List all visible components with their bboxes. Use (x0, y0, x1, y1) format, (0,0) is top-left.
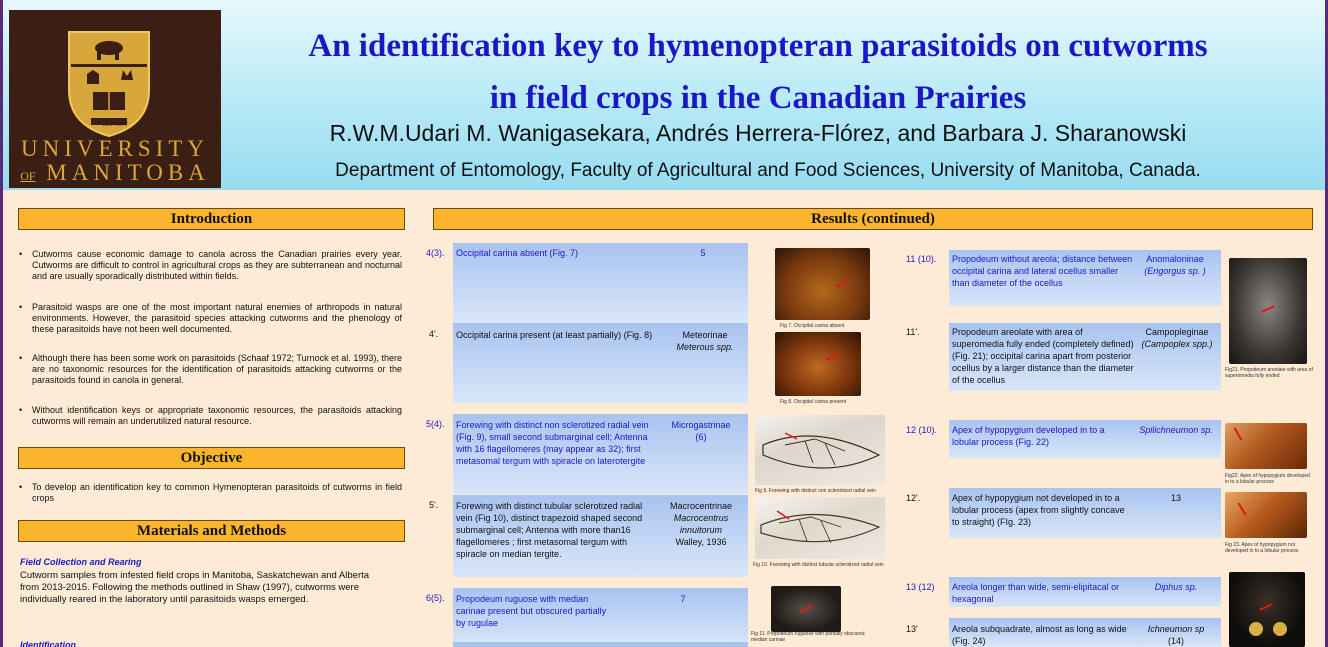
key-num-4-prime: 4'. (429, 329, 439, 339)
fig10-photo (755, 497, 885, 559)
key-taxon-5-prime-sub: Macrocentrinae (669, 501, 733, 511)
key-text-4-prime: Occipital carina present (at least partially) (Fig. 8) (456, 330, 653, 340)
fig24-spot (1273, 622, 1287, 636)
fig21-arrow-icon (1261, 305, 1275, 313)
fig8-photo (775, 332, 861, 396)
key-num-13-prime: 13' (906, 624, 918, 634)
crest-est-label: EST. 1877 (102, 122, 128, 128)
key-taxon-6-5: 7 (680, 594, 686, 604)
key-taxon-11-prime-sub: Campopleginae (1145, 327, 1209, 337)
materials-heading: Materials and Methods (18, 520, 405, 542)
key-num-4-3: 4(3). (426, 248, 445, 258)
key-taxon-5-4-next: (6) (695, 432, 707, 442)
key-num-11-10: 11 (10). (906, 254, 937, 264)
key-num-5-prime: 5'. (429, 500, 439, 510)
fig24-arrow-icon (1259, 603, 1273, 611)
key-text-4-3: Occipital carina absent (Fig. 7) (456, 248, 579, 258)
results-heading: Results (continued) (433, 208, 1313, 230)
key-text-12-prime: Apex of hypopygium not developed in to a lobular process (apex from slightly concave to straight) (FIg. 23) (952, 493, 1125, 527)
fig23-caption: Fig 23. Apex of hypopygium not developed in to a lobular process (1225, 542, 1299, 554)
key-taxon-11-prime-genus: (Campoplex spp.) (1141, 339, 1213, 349)
logo-of-text: OF (20, 169, 36, 183)
department: Department of Entomology, Faculty of Agricultural and Food Sciences, University of Manitoba, Canada. (335, 160, 1201, 181)
key-taxon-11-prime (1136, 326, 1218, 350)
key-text-11-prime: Propodeum areolate with area of superomedia fully ended (completely defined) (Fig. 21); occipital carina apart from posterior ocellus by a larger distance than the diameter of the ocellus (952, 327, 1134, 385)
key-taxon-4-3: 5 (700, 248, 706, 258)
key-taxon-12-10: Spilichneumon sp. (1139, 425, 1213, 435)
fig24-photo (1229, 572, 1305, 647)
fig10-wing-icon (755, 497, 885, 559)
university-logo (9, 10, 221, 188)
materials-subheading-field: Field Collection and Rearing (20, 557, 142, 567)
intro-bullet-3: • Although there has been some work on parasitoids (Schaaf 1972; Turnock et al. 1993), there are no taxonomic resources for the identification of parasitoids attacking cutworms or the parasitoids found in canola in general. (32, 353, 402, 386)
introduction-heading: Introduction (18, 208, 405, 230)
fig23-arrow-icon (1238, 502, 1247, 515)
key-taxon-5-4-sub: Microgastrinae (671, 420, 731, 430)
fig11-arrow-icon (799, 605, 813, 613)
materials-subheading-identification: Identification (20, 640, 76, 647)
key-text-5-4: Forewing with distinct non sclerotized radial vein (Fig. 9), small second submarginal cell; Antenna with 16 flagellomeres (may appear as 32); first metasomal tergum with spiracle on laterotergite (456, 420, 649, 466)
fig9-wing-icon (755, 415, 885, 485)
fig9-photo (755, 415, 885, 485)
title-line-1: An identification key to hymenopteran parasitoids on cutworms (308, 28, 1208, 64)
key-taxon-13-prime (1131, 623, 1221, 647)
key-taxon-13-prime-next: (14) (1167, 636, 1184, 646)
poster-header (3, 0, 1325, 190)
fig24-spot (1249, 622, 1263, 636)
key-taxon-4-prime-sub: Meteorinae (682, 330, 728, 340)
logo-manitoba-line (9, 160, 221, 186)
fig22-arrow-icon (1234, 427, 1243, 440)
fig23-photo (1225, 492, 1307, 538)
fig10-caption: Fig 10. Forewing with distinct tubular sclerotized radial vein (753, 562, 884, 568)
key-taxon-5-prime (657, 500, 745, 548)
key-taxon-5-prime-author: Walley, 1936 (675, 537, 727, 547)
intro-bullet-1: • Cutworms cause economic damage to canola across the Canadian prairies every year. Cutworms are difficult to control in agricultural crops as they are subterranean and nocturnal and are usually sporadically distributed within fields. (32, 249, 402, 282)
key-text-12-10: Apex of hypopygium developed in to a lobular process (Fig. 22) (952, 425, 1105, 447)
key-num-5-4: 5(4). (426, 419, 445, 429)
key-taxon-13-12: Diphus sp. (1154, 582, 1198, 592)
key-num-12-10: 12 (10). (906, 425, 938, 435)
fig11-photo (771, 586, 841, 632)
fig7-caption: Fig 7. Occipital carina absent (780, 323, 845, 329)
title-line-2: in field crops in the Canadian Prairies (489, 80, 1027, 116)
poster-title (233, 20, 1283, 124)
fig21-photo (1229, 258, 1307, 364)
key-num-6-5: 6(5). (426, 593, 445, 603)
fig21-caption: Fig21. Propodeum areolate with area of superomedia fully ended (1225, 367, 1313, 379)
key-row-next (453, 642, 748, 647)
key-text-6-5: Propodeum ruguose with median carinae present but obscured partially by rugulae (456, 594, 607, 628)
fig22-caption: Fig22. Apex of hypopygium developed in to a lobular process (1225, 473, 1310, 485)
fig8-arrow-icon (825, 353, 839, 361)
key-taxon-13-prime-genus: Ichneumon sp (1147, 624, 1205, 634)
fig7-photo (775, 248, 870, 320)
key-taxon-11-10-genus: (Erigorgus sp. ) (1144, 266, 1206, 276)
key-num-13-12: 13 (12) (906, 582, 935, 592)
objective-bullet-1: • To develop an identification key to common Hymenopteran parasitoids of cutworms in field crops (32, 482, 402, 504)
key-taxon-4-prime (665, 329, 745, 353)
fig22-photo (1225, 423, 1307, 469)
key-text-13-12: Areola longer than wide, semi-elipitacal or hexagonal (952, 582, 1120, 604)
fig7-arrow-icon (835, 280, 849, 288)
key-taxon-12-prime: 13 (1170, 493, 1181, 503)
authors: R.W.M.Udari M. Wanigasekara, Andrés Herrera-Flórez, and Barbara J. Sharanowski (329, 120, 1187, 146)
poster (3, 0, 1325, 647)
key-taxon-5-prime-species: Macrocentrus innuitorum (673, 513, 729, 535)
objective-heading: Objective (18, 447, 405, 469)
logo-manitoba-text: MANITOBA (46, 160, 210, 185)
fig9-caption: Fig 9. Forewing with distinct non sclerotized radial vein (755, 488, 876, 494)
intro-bullet-2: • Parasitoid wasps are one of the most important natural enemies of arthropods in natural environments. However, the parasitoid species attacking cutworms and the phenology of these parasitoids have not been well documented. (32, 302, 402, 335)
logo-university-text: UNIVERSITY (21, 136, 209, 161)
key-num-12-prime: 12'. (906, 493, 921, 503)
key-text-13-prime: Areola subquadrate, almost as long as wide (Fig. 24) (952, 624, 1127, 646)
fig8-caption: Fig 8. Occipital carina present (780, 399, 847, 405)
key-text-11-10: Propodeum without areola; distance between occipital carina and lateral ocellus smaller than diameter of the ocellus (952, 254, 1133, 288)
intro-bullet-4: • Without identification keys or appropriate taxonomic resources, the parasitoids attacking cutworms will remain an underutilized natural resource. (32, 405, 402, 427)
key-num-11-prime: 11'. (906, 327, 920, 337)
key-text-5-prime: Forewing with distinct tubular sclerotized radial vein (Fig 10), distinct trapezoid shaped second submarginal cell; Antenna with more than16 flagellomeres ; first metasomal tergum with spiracle on median tergite. (456, 501, 643, 559)
materials-text-field: Cutworm samples from infested field crops in Manitoba, Saskatchewan and Alberta from 2013-2015. Following the methods outlined in Shaw (1997), cutworms were individually reared in the laboratory until parasitoids wasps emerged. (20, 570, 370, 605)
key-taxon-11-10 (1134, 253, 1216, 277)
fig11-caption: Fig 11. Propodeum rugulose with partially obscured median carinae (751, 631, 865, 643)
key-taxon-5-4 (657, 419, 745, 443)
key-taxon-11-10-sub: Anomaloninae (1146, 254, 1204, 264)
key-taxon-4-prime-genus: Meterous spp. (676, 342, 734, 352)
